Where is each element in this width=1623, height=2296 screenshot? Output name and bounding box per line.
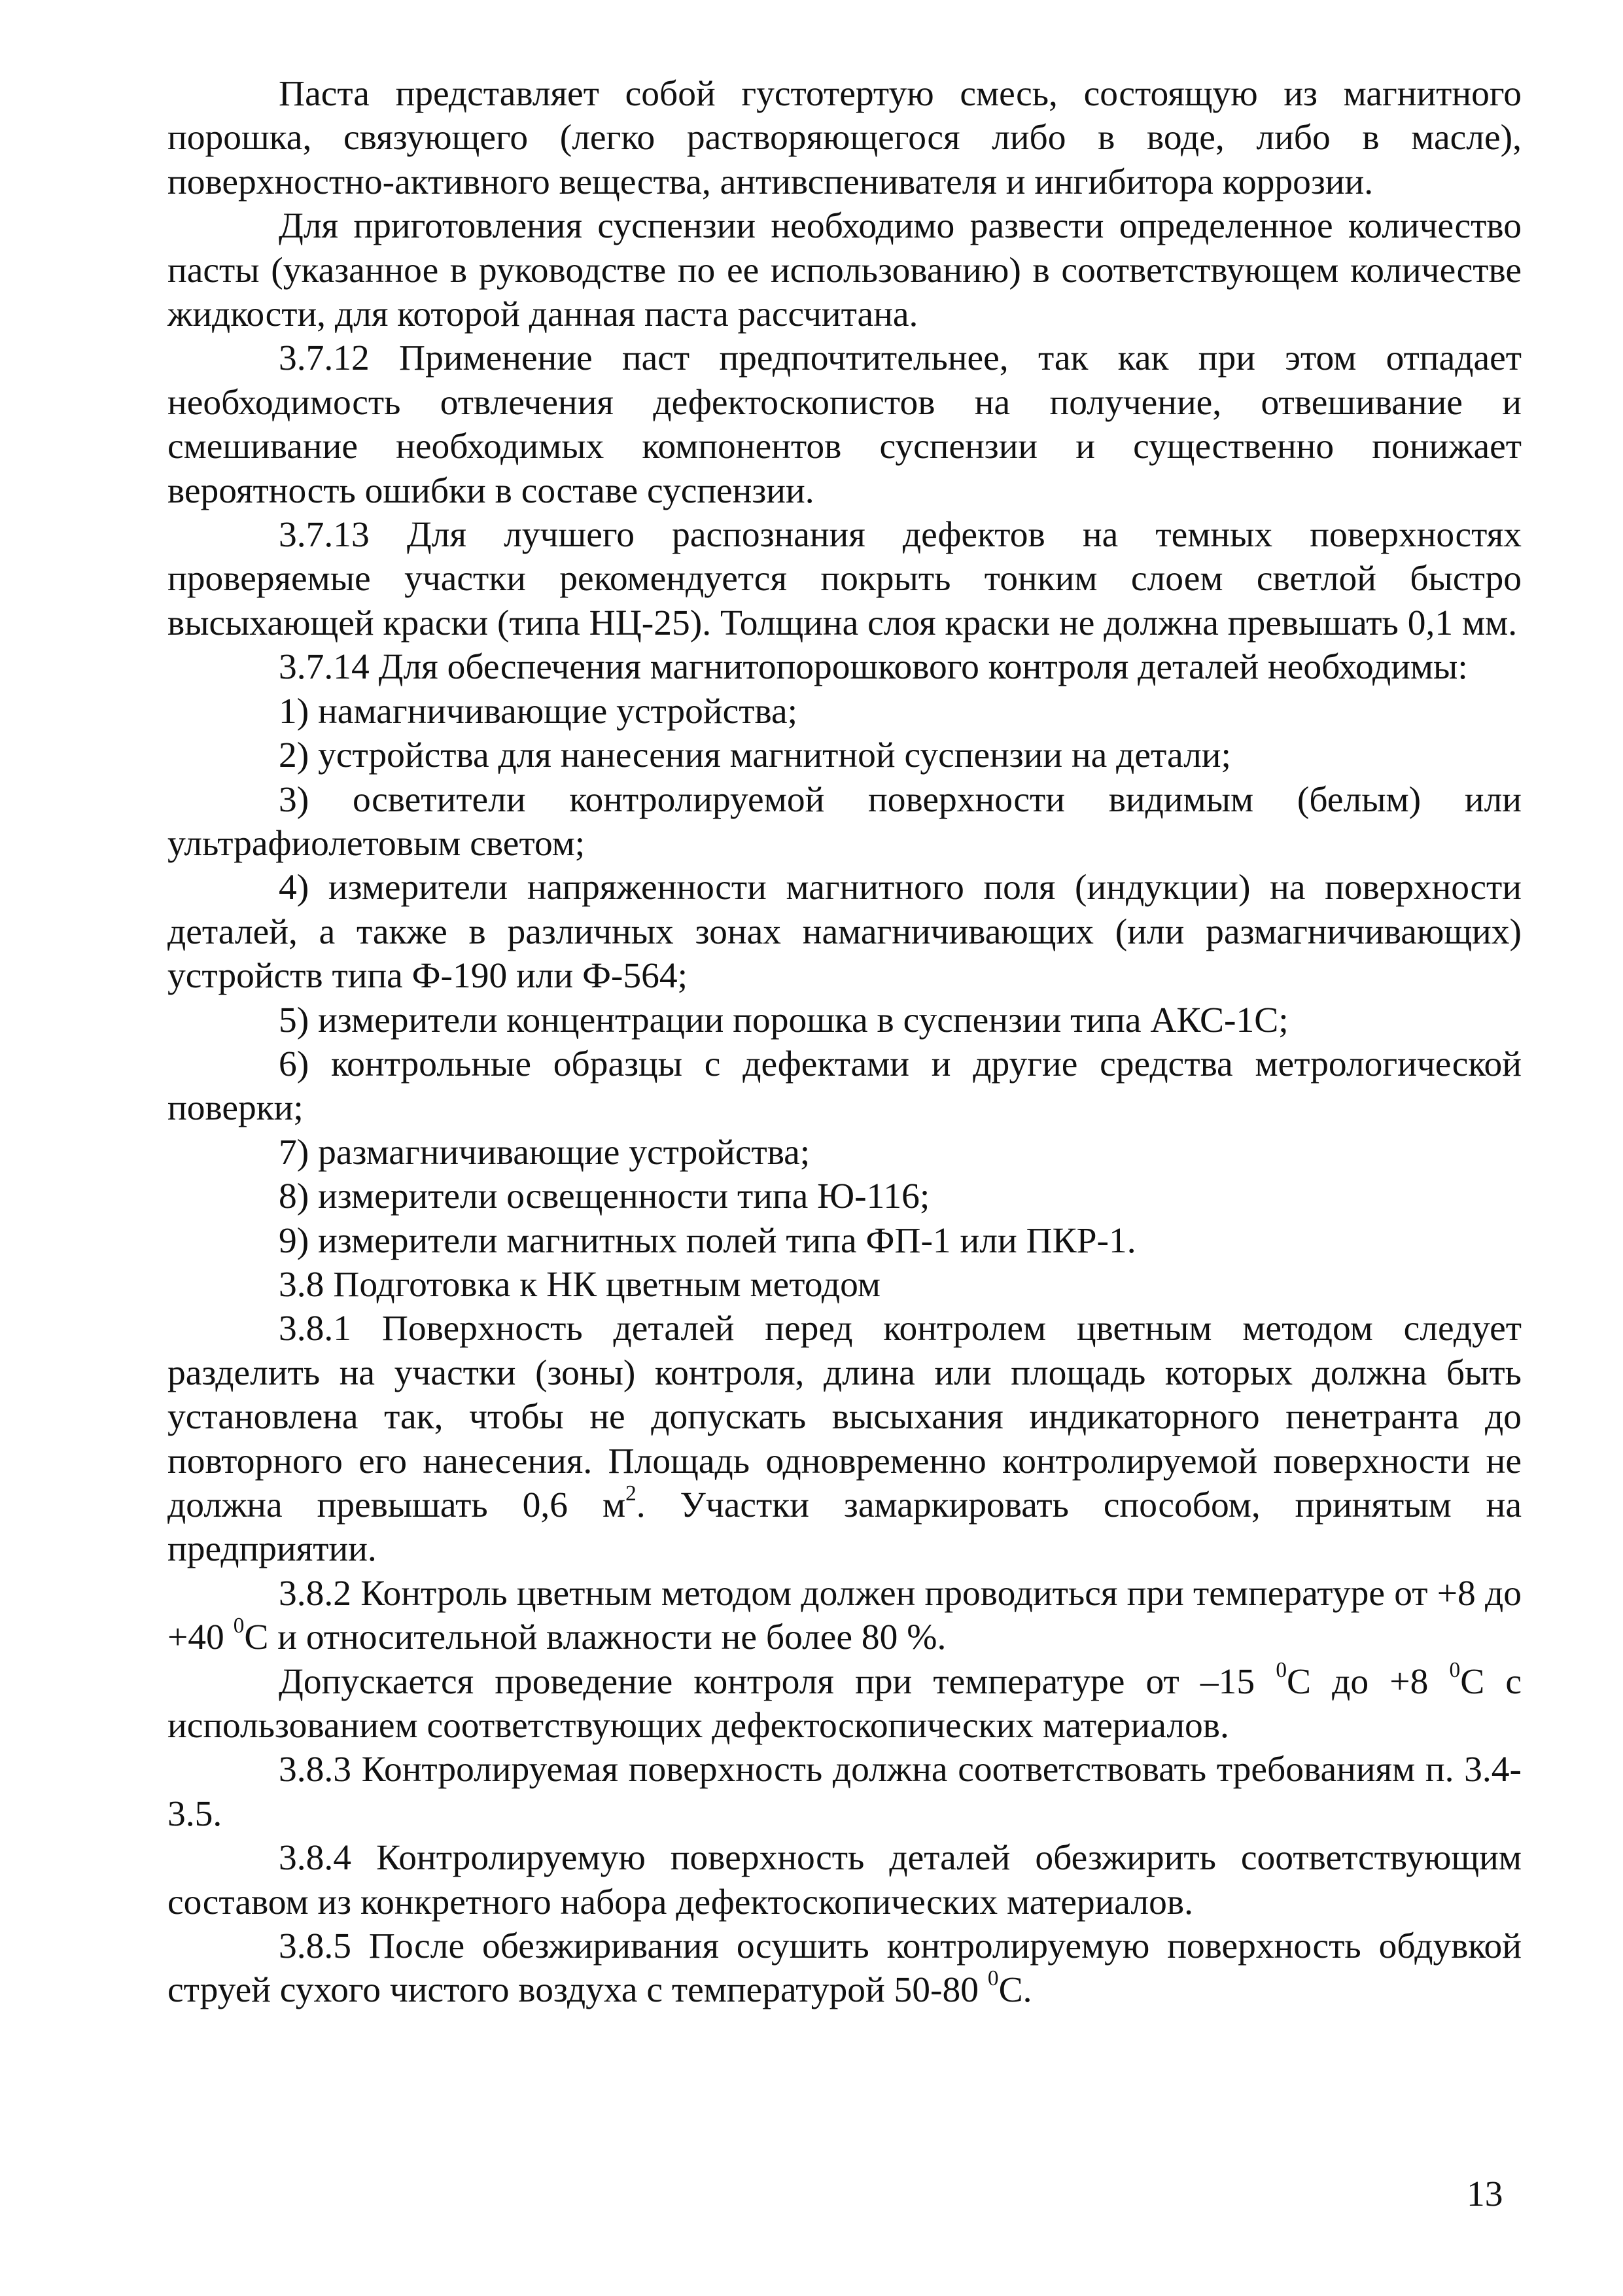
paragraph-3-8-1-text: 3.8.1 Поверхность деталей перед контролем цветным методом следует разделить на участки (зоны) контроля, длина или площадь которых должна быть установлена так, чтобы не допускать высыхания индикаторного пенетранта до повторного его нанесения. Площадь одновременно контролируемой поверхности не должна превышать 0,6 м [167, 1309, 1522, 1525]
paragraph-suspension-preparation: Для приготовления суспензии необходимо развести определенное количество пасты (указанное в руководстве по ее использованию) в соответствующем количестве жидкости, для которой данная паста рассчитана. [167, 206, 1522, 335]
paragraph-3-8-2-text: 3.8.2 Контроль цветным методом должен проводиться при температуре от +8 до +40 [167, 1573, 1522, 1658]
paragraph-allowed-text-1: Допускается проведение контроля при температуре от –15 [279, 1661, 1276, 1702]
paragraph-3-8-4: 3.8.4 Контролируемую поверхность деталей обезжирить соответствующим составом из конкретного набора дефектоскопических материалов. [167, 1838, 1522, 1922]
paragraph-allowed-text-2: С до +8 [1286, 1661, 1450, 1702]
superscript-squared: 2 [625, 1481, 637, 1506]
page-number: 13 [1467, 2174, 1503, 2214]
paragraph-3-8-5-text-end: С. [998, 1970, 1032, 2011]
paragraph-3-8-3: 3.8.3 Контролируемая поверхность должна соответствовать требованиям п. 3.4-3.5. [167, 1750, 1522, 1834]
paragraph-3-8-2-text-end: С и относительной влажности не более 80 %. [244, 1617, 947, 1658]
paragraph-3-8-5 [167, 1924, 1522, 2013]
paragraph-allowed-text-3: С с использованием соответствующих дефектоскопических материалов. [167, 1661, 1522, 1746]
paragraph-allowed-temperature [167, 1657, 1522, 1748]
list-item-2: 2) устройства для нанесения магнитной суспензии на детали; [279, 735, 1231, 776]
list-item-9: 9) измерители магнитных полей типа ФП-1 или ПКР-1. [279, 1220, 1136, 1261]
paragraph-3-8-1-text-end: . Участки замаркировать способом, принятым на предприятии. [167, 1485, 1522, 1570]
paragraph-3-7-12: 3.7.12 Применение паст предпочтительнее, так как при этом отпадает необходимость отвлечения дефектоскопистов на получение, отвешивание и смешивание необходимых компонентов суспензии и существенно понижает вероятность ошибки в составе суспензии. [167, 338, 1522, 511]
paragraph-3-7-14: 3.7.14 Для обеспечения магнитопорошкового контроля деталей необходимы: [279, 647, 1468, 688]
list-item-8: 8) измерители освещенности типа Ю-116; [279, 1176, 930, 1217]
list-item-4: 4) измерители напряженности магнитного поля (индукции) на поверхности деталей, а также в различных зонах намагничивающих (или размагничивающих) устройств типа Ф-190 или Ф-564; [167, 868, 1522, 997]
list-item-1: 1) намагничивающие устройства; [279, 691, 798, 732]
degree-superscript: 0 [233, 1614, 245, 1638]
list-item-5: 5) измерители концентрации порошка в суспензии типа АКС-1С; [279, 1000, 1289, 1040]
paragraph-3-7-13: 3.7.13 Для лучшего распознания дефектов на темных поверхностях проверяемые участки рекомендуется покрыть тонким слоем светлой быстро высыхающей краски (типа НЦ-25). Толщина слоя краски не должна превышать 0,1 мм. [167, 515, 1522, 643]
paragraph-3-8-1 [167, 1307, 1522, 1571]
document-page [167, 72, 1522, 2013]
section-heading-3-8: 3.8 Подготовка к НК цветным методом [279, 1264, 881, 1305]
degree-superscript: 0 [1276, 1657, 1287, 1682]
degree-superscript: 0 [987, 1966, 999, 1991]
list-item-7: 7) размагничивающие устройства; [279, 1132, 811, 1173]
paragraph-3-8-2 [167, 1572, 1522, 1660]
list-item-6: 6) контрольные образцы с дефектами и другие средства метрологической поверки; [167, 1044, 1522, 1129]
paragraph-3-8-5-text: 3.8.5 После обезжиривания осушить контролируемую поверхность обдувкой струей сухого чистого воздуха с температурой 50-80 [167, 1926, 1522, 2011]
list-item-3: 3) осветители контролируемой поверхности видимым (белым) или ультрафиолетовым светом; [167, 779, 1522, 864]
degree-superscript: 0 [1449, 1657, 1461, 1682]
paragraph-paste-description: Паста представляет собой густотертую смесь, состоящую из магнитного порошка, связующего (легко растворяющегося либо в воде, либо в масле), поверхностно-активного вещества, антивспенивателя и ингибитора коррозии. [167, 74, 1522, 202]
